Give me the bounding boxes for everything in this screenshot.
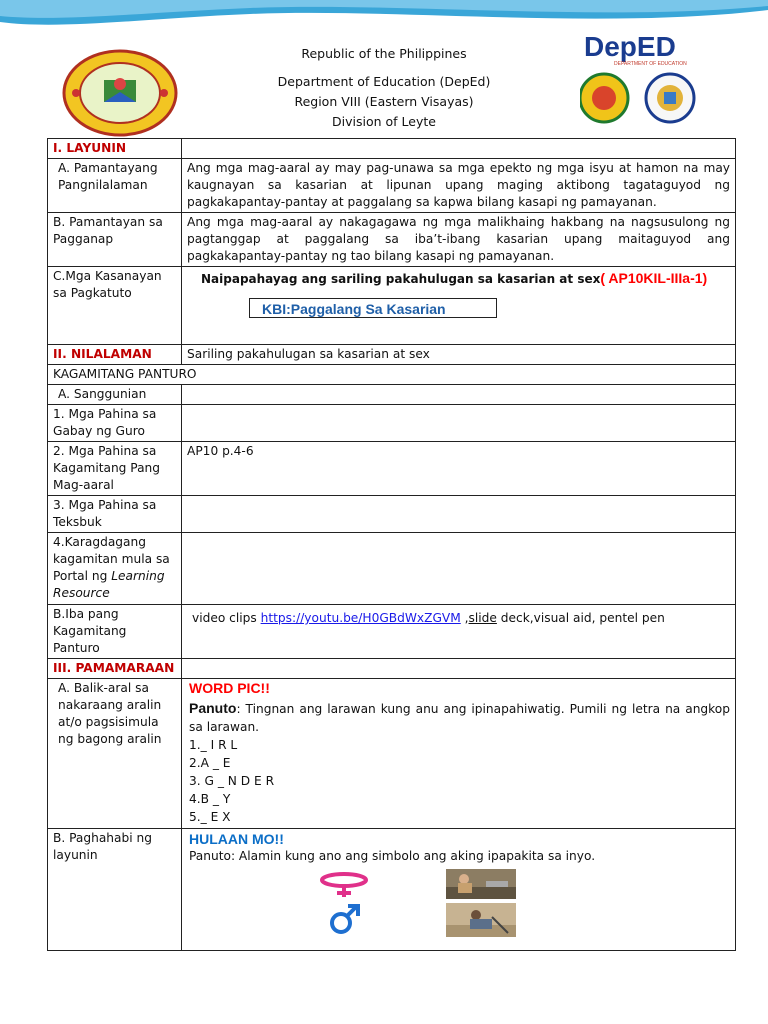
lesson-plan-table <box>47 138 736 951</box>
word-pic-item: 5._ E X <box>189 810 231 824</box>
row-nilalaman <box>48 345 736 365</box>
word-pic-instructions <box>189 699 730 736</box>
word-pic-title: WORD PIC!! <box>189 680 270 696</box>
label-kagamitang-pang-mag-aaral: 2. Mga Pahina sa Kagamitang Pang Mag-aaral <box>48 442 182 496</box>
value-gabay-ng-guro <box>182 405 736 442</box>
header-line-division: Division of Leyte <box>332 114 436 129</box>
comma-text: , <box>460 611 469 625</box>
header-line-deped: Department of Education (DepEd) <box>277 74 491 89</box>
row-paghahabi <box>48 829 736 951</box>
row-pamantayan-sa-pagganap <box>48 213 736 267</box>
slide-text: slide <box>468 611 497 625</box>
text-pamantayang-pangnilalaman: Ang mga mag-aaral ay may pag-unawa sa mga epekto ng mga isyu at hamon na may kaugnayan sa kasarian at lipunan upang maging aktibong tagataguyod ng pagkakapantay-pantay at paggalang sa kapwa bilang kasapi ng pamayanan. <box>182 159 736 213</box>
male-symbol-icon <box>327 903 361 937</box>
female-symbol-icon <box>317 871 371 901</box>
value-kagamitang-pang-mag-aaral: AP10 p.4-6 <box>182 442 736 496</box>
section-layunin: I. LAYUNIN <box>48 139 182 159</box>
row-iba-pang-kagamitan <box>48 605 736 659</box>
text-nilalaman: Sariling pakahulugan sa kasarian at sex <box>182 345 736 365</box>
word-pic-item: 1._ I R L <box>189 738 238 752</box>
text-pamantayan-sa-pagganap: Ang mga mag-aaral ay nakagagawa ng mga malikhaing hakbang na nagsusulong ng pagtanggap at paggalang sa iba’t-ibang kasarian upang maitaguyod ang pagkakapantay-pantay ng tao bilang kasapi ng pamayanan. <box>182 213 736 267</box>
panuto-label: Panuto <box>189 700 237 716</box>
section-pamamaraan: III. PAMAMARAAN <box>48 659 182 679</box>
label-kagamitang-panturo: KAGAMITANG PANTURO <box>48 365 736 385</box>
deped-wordmark: DepED <box>584 31 676 62</box>
row-gabay-ng-guro <box>48 405 736 442</box>
hulaan-mo-instructions: Panuto: Alamin kung ano ang simbolo ang aking ipapakita sa inyo. <box>189 849 596 863</box>
document-header <box>184 44 584 132</box>
hulaan-mo-title: HULAAN MO!! <box>189 831 284 847</box>
youtube-link[interactable]: https://youtu.be/H0GBdWxZGVM <box>260 611 461 625</box>
label-balik-aral: A. Balik-aral sa nakaraang aralin at/o pagsisimula ng bagong aralin <box>48 679 182 829</box>
label-iba-pang-kagamitan: B.Iba pang Kagamitang Panturo <box>48 605 182 659</box>
label-teksbuk: 3. Mga Pahina sa Teksbuk <box>48 496 182 533</box>
label-paghahabi: B. Paghahabi ng layunin <box>48 829 182 951</box>
video-clips-text: video clips <box>192 611 261 625</box>
value-karagdagang-kagamitan <box>182 533 736 605</box>
label-gabay-ng-guro: 1. Mga Pahina sa Gabay ng Guro <box>48 405 182 442</box>
row-kasanayan <box>48 267 736 345</box>
section-nilalaman: II. NILALAMAN <box>48 345 182 365</box>
row-karagdagang-kagamitan <box>48 533 736 605</box>
karagdagang-label-text: 4.Karagdagang kagamitan mula sa Portal ng <box>53 535 170 583</box>
deped-subtitle: DEPARTMENT OF EDUCATION <box>614 61 687 67</box>
word-pic-item: 2.A _ E <box>189 756 231 770</box>
row-sanggunian <box>48 385 736 405</box>
label-kasanayan-sa-pagkatuto: C.Mga Kasanayan sa Pagkatuto <box>48 267 182 345</box>
row-teksbuk <box>48 496 736 533</box>
symbol-images <box>189 871 730 941</box>
word-pic-item: 4.B _ Y <box>189 792 231 806</box>
materials-rest-text: deck,visual aid, pentel pen <box>496 611 665 625</box>
objective-text <box>201 270 730 288</box>
school-seal-logo <box>60 48 180 138</box>
row-pamantayang-pangnilalaman <box>48 159 736 213</box>
row-kagamitang-pang-mag-aaral <box>48 442 736 496</box>
person-working-photo-icon <box>446 869 516 899</box>
row-layunin <box>48 139 736 159</box>
objective-statement: Naipapahayag ang sariling pakahulugan sa kasarian at sex <box>201 272 601 286</box>
word-pic-item: 3. G _ N D E R <box>189 774 275 788</box>
kbi-box: KBI:Paggalang Sa Kasarian <box>249 298 497 318</box>
person-cleaning-photo-icon <box>446 903 516 937</box>
deped-logo-group <box>580 30 710 130</box>
label-pamantayang-pangnilalaman: A. Pamantayang Pangnilalaman <box>48 159 182 213</box>
row-pamamaraan <box>48 659 736 679</box>
label-sanggunian: A. Sanggunian <box>48 385 182 405</box>
panuto-text: : Tingnan ang larawan kung anu ang ipinapahiwatig. Pumili ng letra na angkop sa larawan. <box>189 702 730 734</box>
header-line-republic: Republic of the Philippines <box>301 46 467 61</box>
label-pamantayan-sa-pagganap: B. Pamantayan sa Pagganap <box>48 213 182 267</box>
competency-code: ( AP10KIL-IIIa-1) <box>600 270 708 286</box>
row-kagamitan <box>48 365 736 385</box>
header-line-region: Region VIII (Eastern Visayas) <box>294 94 474 109</box>
top-wave-banner <box>0 0 768 34</box>
value-teksbuk <box>182 496 736 533</box>
learning-resource-italic: Learning Resource <box>53 569 165 600</box>
row-balik-aral <box>48 679 736 829</box>
label-karagdagang-kagamitan <box>48 533 182 605</box>
